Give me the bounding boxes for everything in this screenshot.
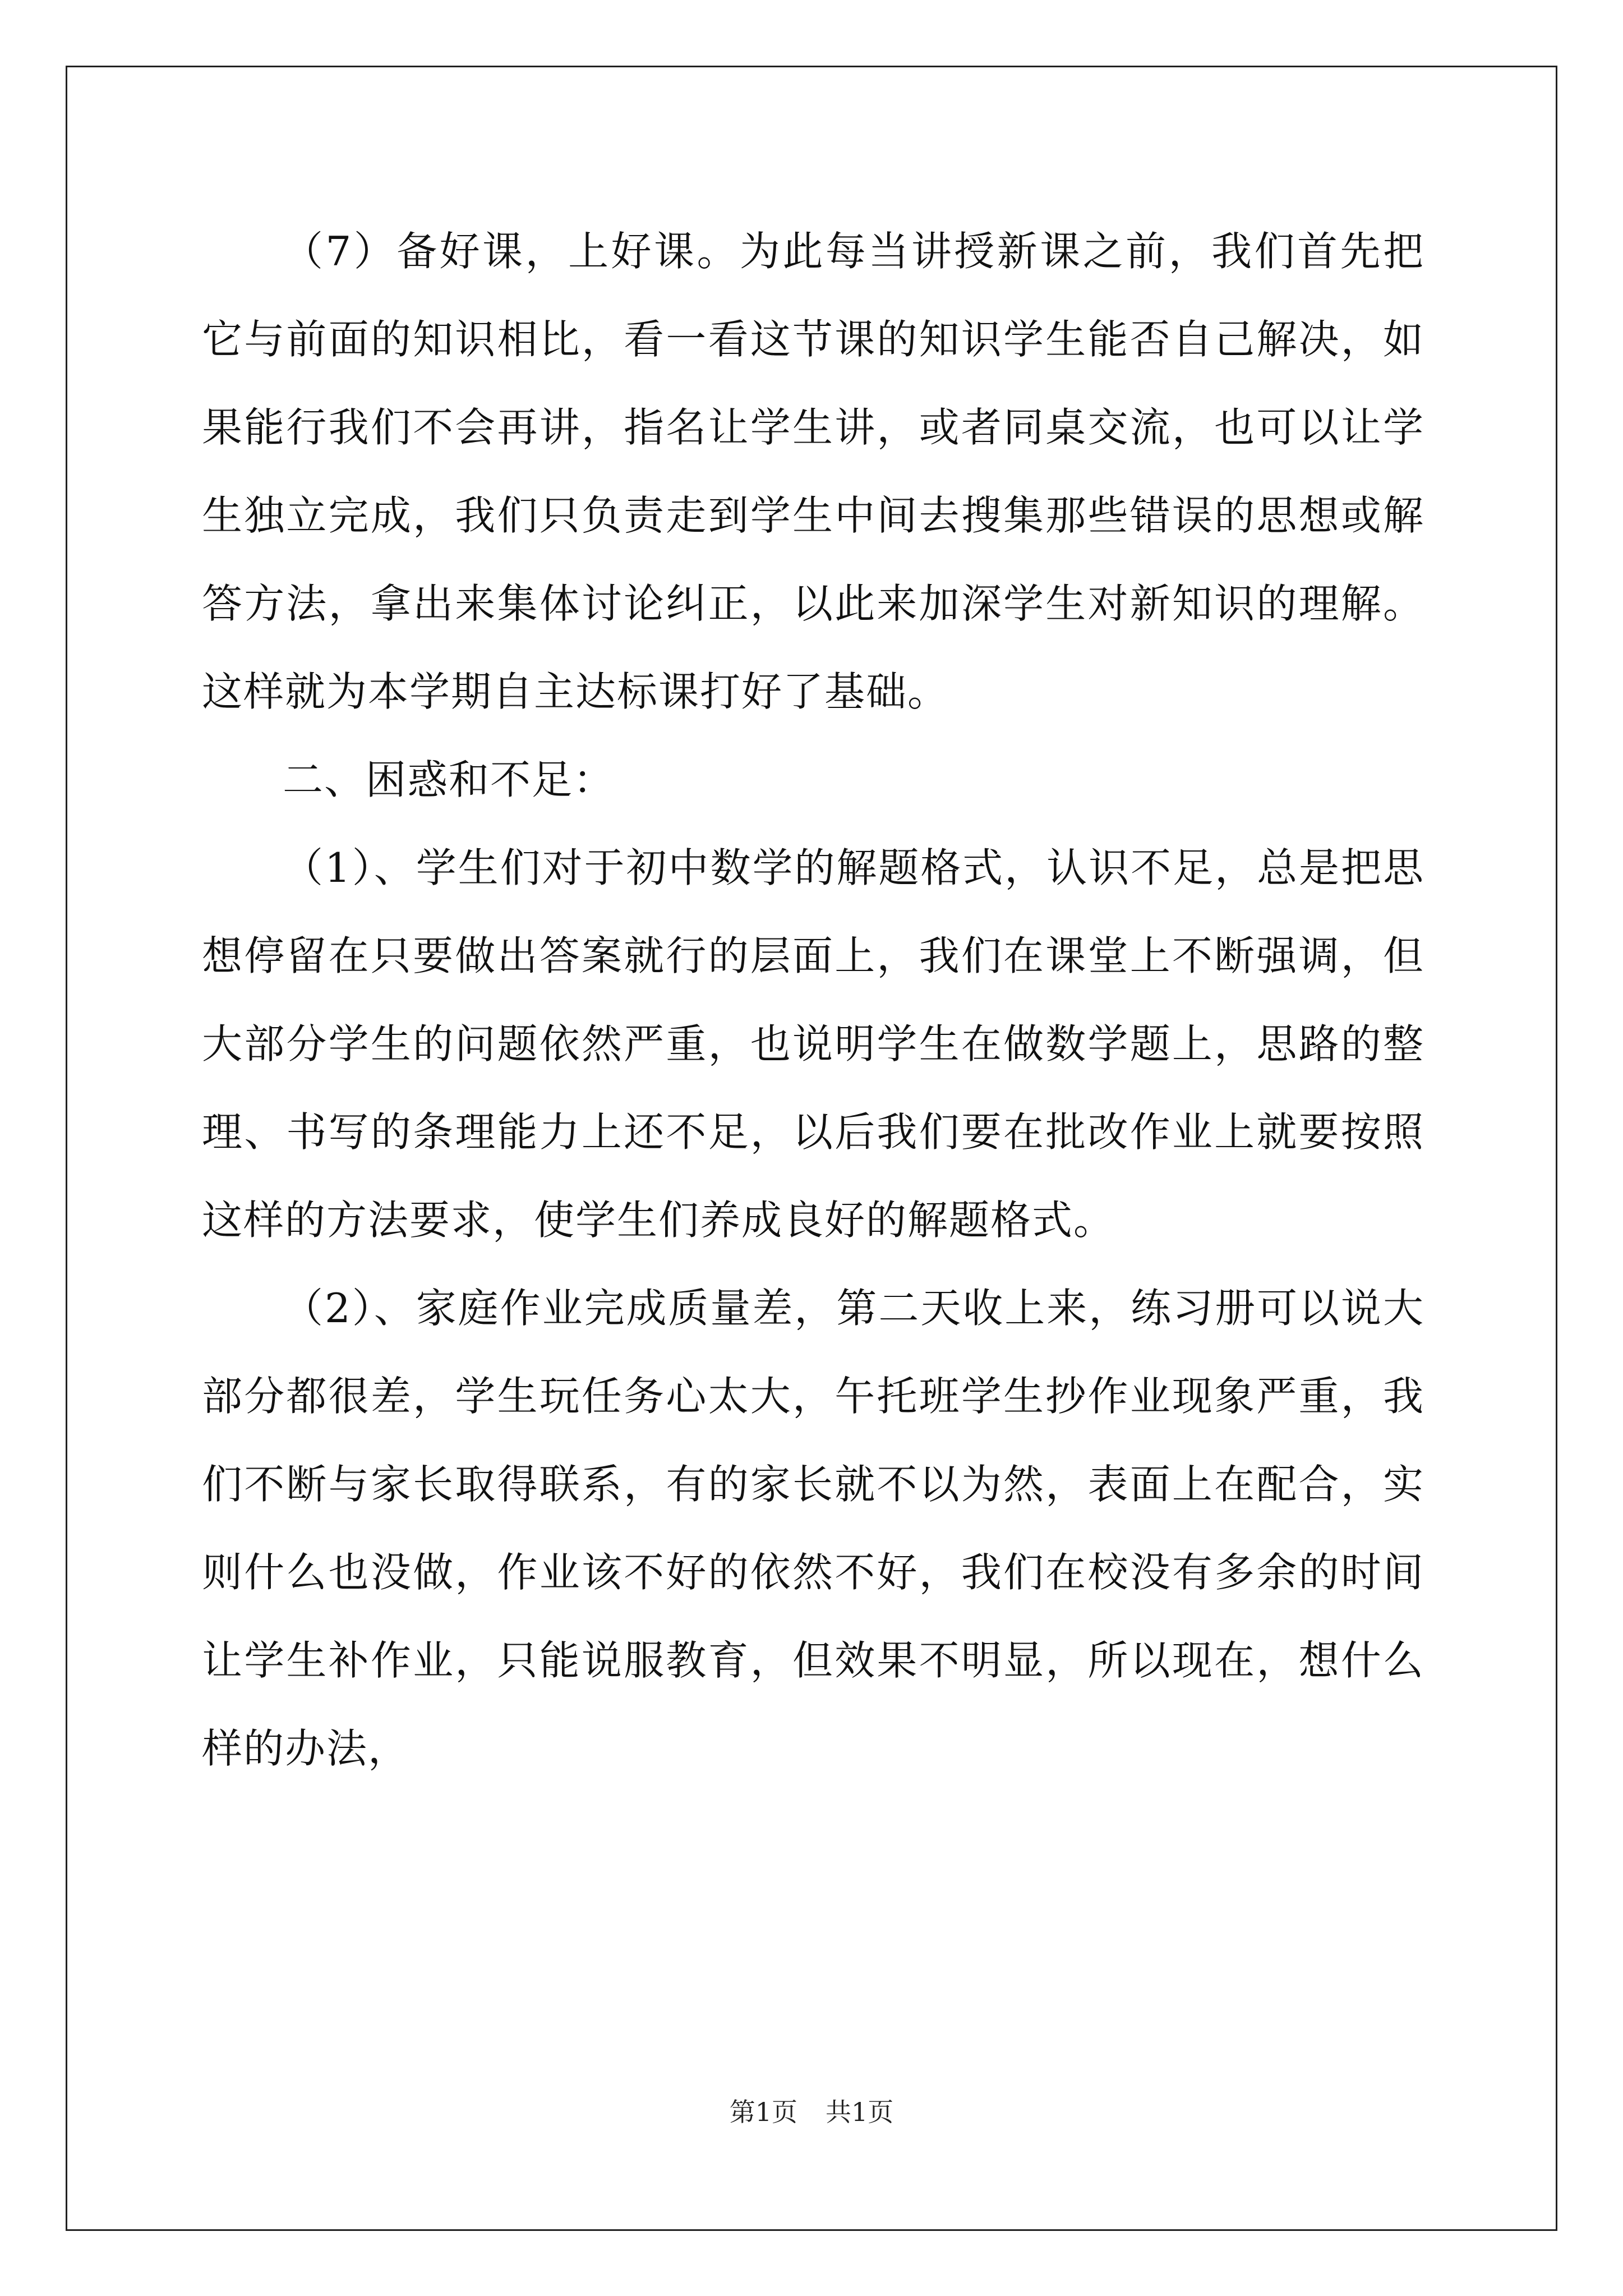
page-number: 第1页 — [729, 2097, 797, 2127]
page-total: 共1页 — [826, 2097, 894, 2127]
paragraph-2-homework-quality: （2）、家庭作业完成质量差，第二天收上来，练习册可以说大部分都很差，学生玩任务心太大，午托班学生抄作业现象严重，我们不断与家长取得联系，有的家长就不以为然，表面上在配合，实则什么也没做，作业该不好的依然不好，我们在校没有多余的时间让学生补作业，只能说服教育，但效果不明显，所以现在，想什么样的办法， — [202, 1285, 1424, 1772]
section-heading-confusion-shortcomings: 二、困惑和不足： — [283, 756, 615, 803]
paragraph-1-solution-format: （1）、学生们对于初中数学的解题格式，认识不足，总是把思想停留在只要做出答案就行的层面上，我们在课堂上不断强调，但大部分学生的问题依然严重，也说明学生在做数学题上，思路的整理、书写的条理能力上还不足，以后我们要在批改作业上就要按照这样的方法要求，使学生们养成良好的解题格式。 — [202, 844, 1424, 1244]
page-footer — [0, 2095, 1623, 2129]
paragraph-7-prepare-lessons: （7）备好课，上好课。为此每当讲授新课之前，我们首先把它与前面的知识相比，看一看这节课的知识学生能否自己解决，如果能行我们不会再讲，指名让学生讲，或者同桌交流，也可以让学生独立完成，我们只负责走到学生中间去搜集那些错误的思想或解答方法，拿出来集体讨论纠正，以此来加深学生对新知识的理解。这样就为本学期自主达标课打好了基础。 — [202, 228, 1424, 715]
document-body — [202, 208, 1424, 1793]
